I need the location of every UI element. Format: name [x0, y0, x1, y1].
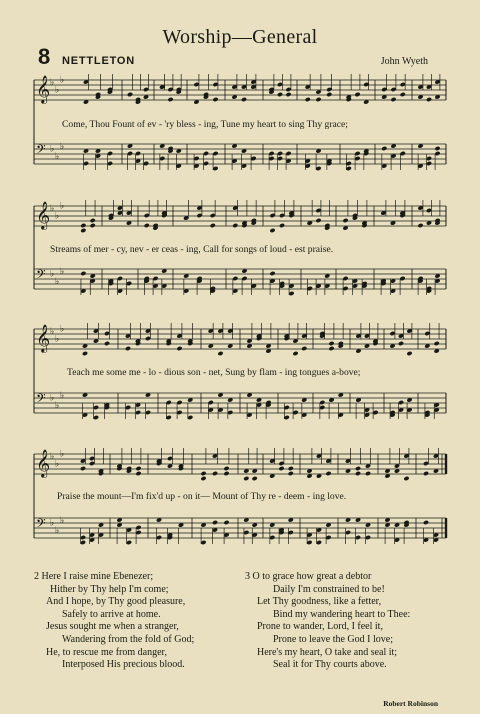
stanza-line: Here's my heart, O take and seal it;	[257, 646, 398, 658]
flat-icon: ♭	[60, 267, 65, 277]
stanza-3	[245, 571, 410, 672]
stanza-line: Hither by Thy help I'm come;	[50, 583, 169, 595]
notehead	[326, 92, 332, 97]
flat-icon: ♭	[55, 334, 60, 345]
stanza-line: Let Thy goodness, like a fetter,	[257, 596, 382, 608]
notehead	[355, 471, 361, 476]
notehead	[212, 471, 218, 476]
flat-icon: ♭	[60, 391, 65, 401]
flat-icon: ♭	[50, 78, 55, 88]
treble-clef-icon: 𝄞	[36, 75, 51, 103]
flat-icon: ♭	[55, 277, 60, 287]
flat-icon: ♭	[50, 269, 55, 280]
notehead	[176, 346, 182, 351]
notehead	[252, 476, 258, 481]
bass-clef-icon: 𝄢	[36, 391, 46, 409]
treble-clef-icon: 𝄞	[36, 201, 51, 229]
stanza-line: Safely to arrive at home.	[62, 608, 161, 620]
flat-icon: ♭	[55, 459, 60, 470]
notehead	[212, 520, 218, 525]
notehead	[365, 471, 371, 476]
notehead	[80, 223, 86, 228]
flat-icon: ♭	[60, 75, 65, 86]
hymn-number: 8	[38, 44, 51, 69]
notehead	[423, 471, 429, 476]
notehead	[232, 223, 238, 228]
notehead	[135, 466, 141, 471]
flat-icon: ♭	[60, 142, 65, 152]
notehead	[278, 466, 284, 471]
stanza-line: Interposed His precious blood.	[62, 659, 185, 671]
notehead	[403, 476, 409, 481]
notehead	[398, 341, 404, 346]
notehead	[144, 223, 150, 228]
notehead	[277, 92, 283, 97]
notehead	[355, 466, 361, 471]
bass-clef-icon: 𝄢	[36, 142, 46, 160]
notehead	[223, 520, 229, 525]
flat-icon: ♭	[60, 449, 65, 460]
lyric-line-3: Teach me some me - lo - dious son - net, Sung by flam - ing tongues a-bove;	[67, 367, 361, 378]
notehead	[217, 351, 223, 356]
notehead	[80, 228, 86, 233]
stanza-number: 2	[34, 571, 39, 582]
notehead	[279, 223, 285, 228]
notehead	[200, 476, 206, 481]
notehead	[328, 341, 334, 346]
notehead	[305, 97, 311, 102]
notehead	[90, 218, 96, 223]
notehead	[223, 471, 229, 476]
composer-credit: John Wyeth	[380, 56, 428, 67]
treble-clef-icon: 𝄞	[36, 449, 51, 477]
notehead	[127, 92, 133, 97]
author-credit: Robert Robinson	[383, 699, 438, 708]
bass-clef-icon: 𝄢	[36, 267, 46, 285]
flat-icon: ♭	[60, 324, 65, 335]
notehead	[200, 471, 206, 476]
flat-icon: ♭	[50, 452, 55, 462]
notehead	[325, 471, 331, 476]
stanza-number: 3	[245, 571, 250, 582]
stanza-line: Jesus sought me when a stranger,	[46, 621, 179, 633]
flat-icon: ♭	[60, 201, 65, 212]
notehead	[80, 466, 86, 471]
stanza-line: And I hope, by Thy good pleasure,	[46, 596, 186, 608]
flat-icon: ♭	[55, 526, 60, 536]
notehead	[390, 97, 396, 102]
treble-clef-icon: 𝄞	[36, 324, 51, 352]
flat-icon: ♭	[50, 144, 55, 155]
flat-icon: ♭	[50, 518, 55, 529]
stanza-line: Seal it for Thy courts above.	[273, 659, 387, 671]
flat-icon: ♭	[60, 516, 65, 526]
notehead	[434, 341, 440, 346]
notehead	[82, 351, 88, 356]
stanza-line: Prone to wander, Lord, I feel it,	[257, 621, 383, 633]
notehead	[212, 97, 218, 102]
notehead	[269, 271, 275, 276]
notehead	[301, 346, 307, 351]
lyric-line-4: Praise the mount—I'm fix'd up - on it— Mount of Thy re - deem - ing love.	[57, 491, 347, 502]
flat-icon: ♭	[55, 85, 60, 96]
notehead	[285, 92, 291, 97]
notehead	[342, 218, 348, 223]
notehead	[241, 97, 247, 102]
notehead	[80, 271, 86, 276]
notehead	[423, 520, 429, 525]
notehead	[243, 476, 249, 481]
notehead	[381, 146, 387, 151]
notehead	[288, 466, 294, 471]
flat-icon: ♭	[55, 211, 60, 222]
notehead	[90, 223, 96, 228]
flat-icon: ♭	[50, 327, 55, 337]
stanza-line: Here I raise mine Ebenezer;	[41, 571, 154, 582]
stanza-line: Daily I'm constrained to be!	[273, 583, 385, 595]
notehead	[434, 146, 440, 151]
notehead	[269, 228, 275, 233]
notehead	[288, 471, 294, 476]
stanza-line: O to grace how great a debtor	[252, 571, 372, 582]
stanza-line: Prone to leave the God I love;	[273, 633, 393, 645]
notehead	[417, 223, 423, 228]
notehead	[315, 97, 321, 102]
notehead	[167, 97, 173, 102]
stanza-2	[34, 571, 194, 672]
notehead	[125, 346, 131, 351]
notehead	[354, 92, 360, 97]
lyric-line-2: Streams of mer - cy, nev - er ceas - ing, Call for songs of loud - est praise.	[50, 244, 334, 255]
notehead	[406, 351, 412, 356]
notehead	[426, 97, 432, 102]
flat-icon: ♭	[50, 393, 55, 404]
stanza-line: Bind my wandering heart to Thee:	[273, 608, 411, 620]
tune-name: NETTLETON	[62, 55, 135, 67]
section-title: Worship—General	[162, 26, 318, 48]
notehead	[135, 471, 141, 476]
flat-icon: ♭	[55, 152, 60, 162]
notehead	[104, 341, 110, 346]
flat-icon: ♭	[50, 204, 55, 214]
lyric-line-1: Come, Thou Fount of ev - 'ry bless - ing, Tune my heart to sing Thy grace;	[62, 119, 348, 130]
notehead	[328, 346, 334, 351]
notehead	[315, 218, 321, 223]
notehead	[400, 92, 406, 97]
bass-clef-icon: 𝄢	[36, 516, 46, 534]
stanza-line: He, to rescue me from danger,	[46, 646, 167, 658]
notehead	[292, 351, 298, 356]
notehead	[223, 466, 229, 471]
stanza-line: Wandering from the fold of God;	[62, 633, 195, 645]
notehead	[210, 223, 216, 228]
flat-icon: ♭	[55, 401, 60, 411]
